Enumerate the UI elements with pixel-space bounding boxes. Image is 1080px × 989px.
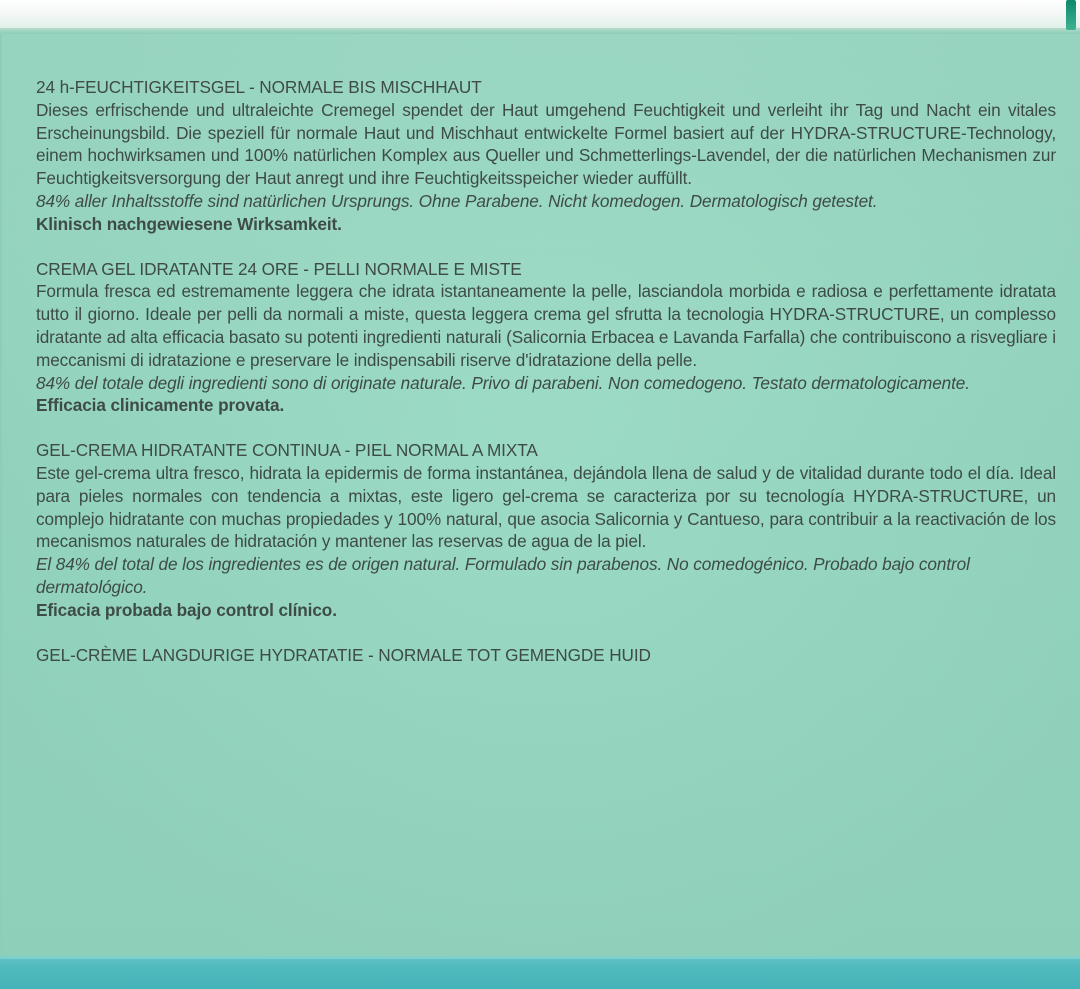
section-note: 84% aller Inhaltsstoffe sind natürlichen Ursprungs. Ohne Parabene. Nicht komedogen. Dermatologisch getestet. — [36, 190, 878, 211]
section-dutch — [36, 644, 1056, 667]
section-note: El 84% del total de los ingredientes es de origen natural. Formulado sin parabenos. No comedogénico. Probado bajo control dermatológico. — [36, 554, 970, 597]
section-heading: GEL-CREMA HIDRATANTE CONTINUA - PIEL NORMAL A MIXTA — [36, 440, 538, 461]
section-heading: CREMA GEL IDRATANTE 24 ORE - PELLI NORMALE E MISTE — [36, 258, 522, 279]
product-description-text — [36, 76, 1056, 688]
section-body: Dieses erfrischende und ultraleichte Cremegel spendet der Haut umgehend Feuchtigkeit und verleiht ihr Tag und Nacht ein vitales Erscheinungsbild. Die speziell für normale Haut und Mischhaut entwickelte Formel basiert auf der HYDRA-STRUCTURE-Technology, einem hochwirksamen und 100% natürlichen Komplex aus Queller und Schmetterlings-Lavendel, der die natürlichen Mechanismen zur Feuchtigkeitsversorgung der Haut anregt und ihre Feuchtigkeitsspeicher wieder auffüllt. — [36, 99, 1056, 189]
box-corner-flap — [1066, 0, 1076, 30]
section-body: Formula fresca ed estremamente leggera che idrata istantaneamente la pelle, lasciandola morbida e radiosa e perfettamente idratata tutto il giorno. Ideale per pelli da normali a miste, questa leggera crema gel sfrutta la tecnologia HYDRA-STRUCTURE, un complesso idratante ad alta efficacia basato su potenti ingredienti naturali (Salicornia Erbacea e Lavanda Farfalla) che contribuiscono a risvegliare i meccanismi di idratazione e preservare le indispensabili riserve d'idratazione della pelle. — [36, 281, 1056, 370]
section-body: Este gel-crema ultra fresco, hidrata la epidermis de forma instantánea, dejándola llena de salud y de vitalidad durante todo el día. Ideal para pieles normales con tendencia a mixtas, este ligero gel-crema se caracteriza por su tecnología HYDRA-STRUCTURE, un complejo hidratante con muchas propiedades y 100% natural, que asocia Salicornia y Cantueso, para contribuir a la reactivación de los mecanismos naturales de hidratación y mantener las reservas de agua de la piel. — [36, 462, 1056, 552]
section-claim: Eficacia probada bajo control clínico. — [36, 599, 337, 620]
section-italian — [36, 258, 1056, 418]
section-note: 84% del totale degli ingredienti sono di originate naturale. Privo di parabeni. Non comedogeno. Testato dermatologicamente. — [36, 372, 970, 393]
section-claim: Klinisch nachgewiesene Wirksamkeit. — [36, 213, 342, 234]
section-heading: 24 h-FEUCHTIGKEITSGEL - NORMALE BIS MISCHHAUT — [36, 77, 482, 97]
box-bottom-band — [0, 956, 1080, 989]
section-german — [36, 76, 1056, 236]
section-claim: Efficacia clinicamente provata. — [36, 395, 285, 416]
section-spanish — [36, 439, 1056, 621]
section-heading: GEL-CRÈME LANGDURIGE HYDRATATIE - NORMALE TOT GEMENGDE HUID — [36, 644, 651, 665]
